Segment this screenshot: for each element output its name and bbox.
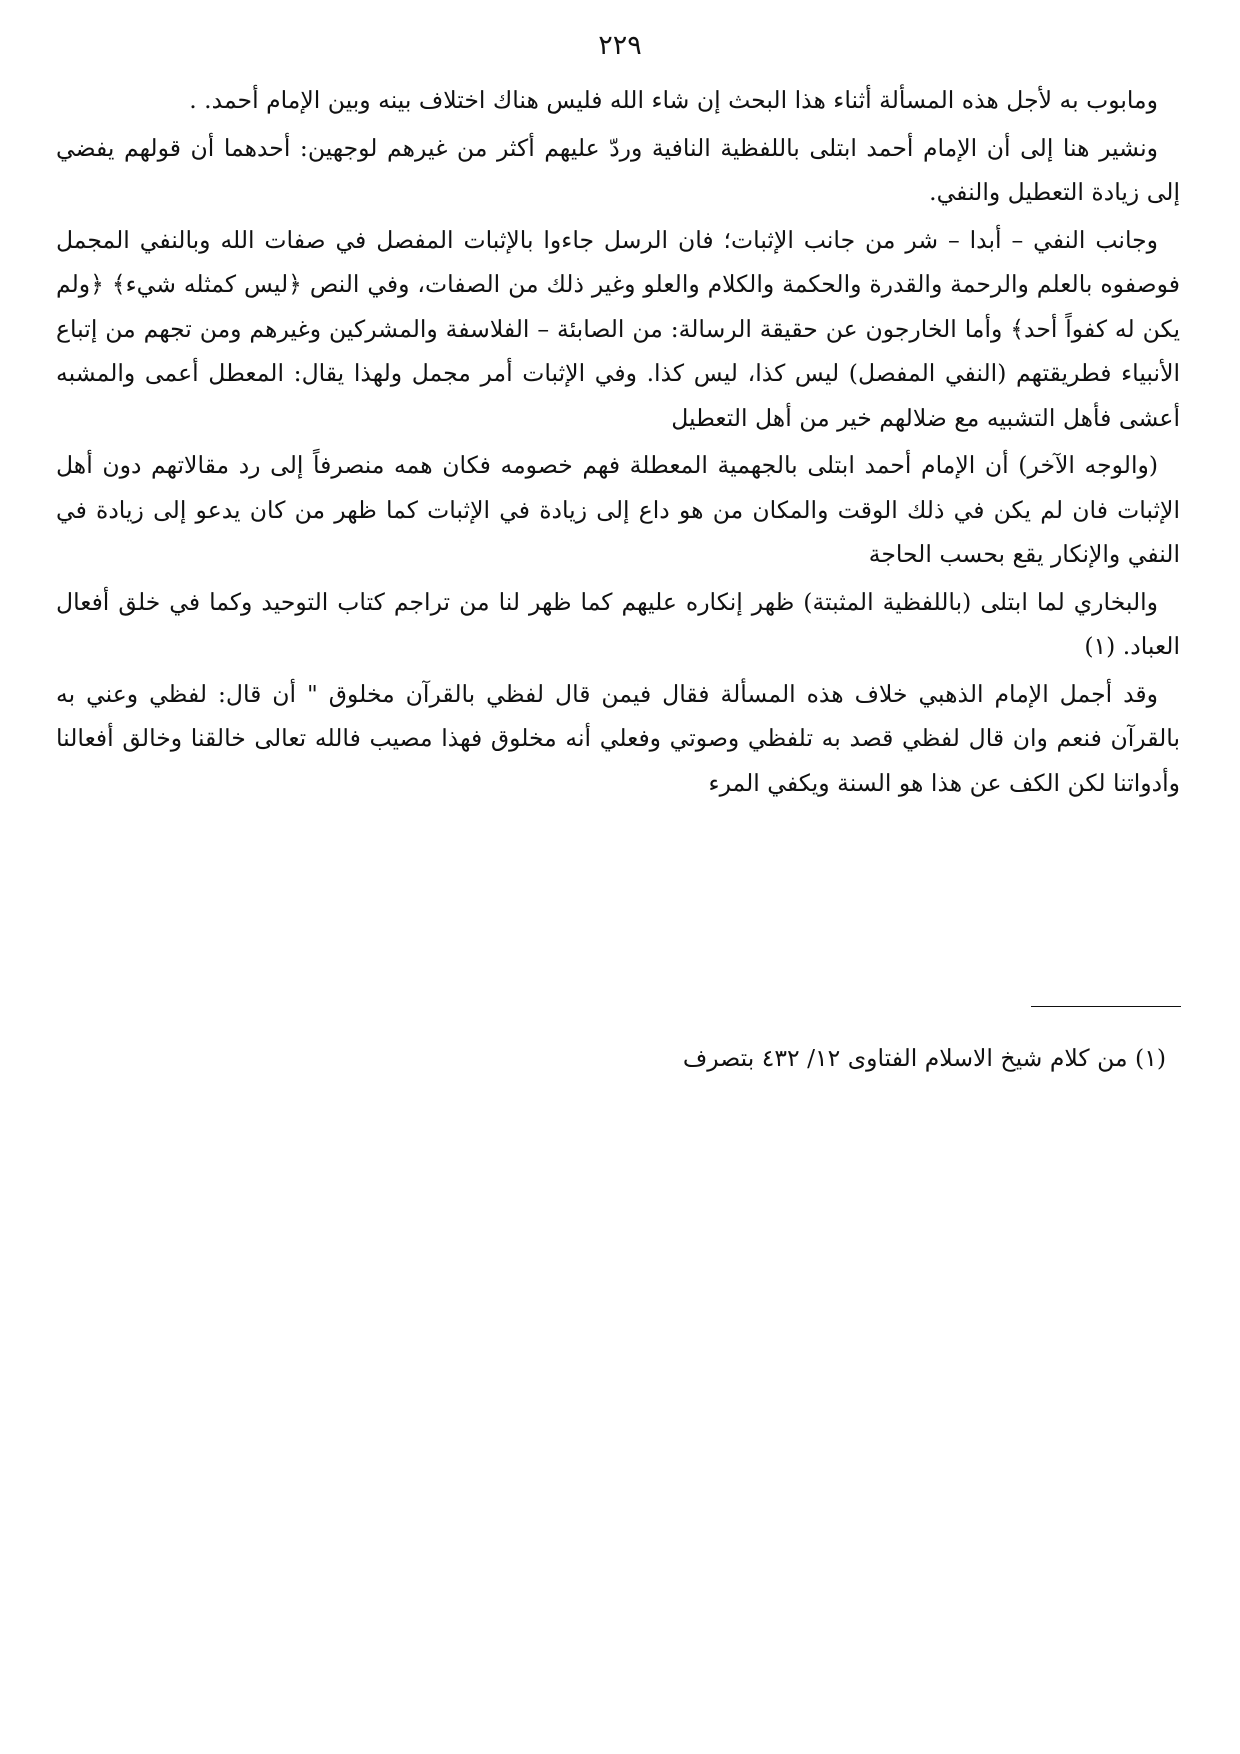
paragraph-6: وقد أجمل الإمام الذهبي خلاف هذه المسألة فقال فيمن قال لفظي بالقرآن مخلوق " أن قال: لفظي وعني به بالقرآن فنعم وان قال لفظي قصد به تلفظي وصوتي وفعلي أنه مخلوق فهذا مصيب فالله تعالى خالقنا وخالق أفعالنا وأدواتنا لكن الكف عن هذا هو السنة ويكفي المرء [56, 679, 1180, 797]
page-number: ٢٢٩ [598, 30, 642, 61]
paragraph-4: (والوجه الآخر) أن الإمام أحمد ابتلى بالجهمية المعطلة فهم خصومه فكان همه منصرفاً إلى رد مقالاتهم دون أهل الإثبات فان لم يكن في ذلك الوقت والمكان من هو داع إلى زيادة في الإثبات كما ظهر من كان يدعو إلى زيادة في النفي والإنكار يقع بحسب الحاجة [56, 451, 1180, 568]
paragraph-3: وجانب النفي – أبدا – شر من جانب الإثبات؛ فان الرسل جاءوا بالإثبات المفصل في صفات الله وبالنفي المجمل فوصفوه بالعلم والرحمة والقدرة والحكمة والكلام والعلو وغير ذلك من الصفات، وفي النص ﴿ليس كمثله شيء﴾ ﴿ولم يكن له كفواً أحد﴾ وأما الخارجون عن حقيقة الرسالة: من الصابئة – الفلاسفة والمشركين وغيرهم ومن تجهم من إتباع الأنبياء فطريقتهم (النفي المفصل) ليس كذا، ليس كذا. وفي الإثبات أمر مجمل ولهذا يقال: المعطل أعمى والمشبه أعشى فأهل التشبيه مع ضلالهم خير من أهل التعطيل [56, 225, 1180, 432]
paragraph-1: ومابوب به لأجل هذه المسألة أثناء هذا البحث إن شاء الله فليس هناك اختلاف بينه وبين الإمام أحمد. . [189, 86, 1158, 114]
paragraph-2: ونشير هنا إلى أن الإمام أحمد ابتلى باللفظية النافية وردّ عليهم أكثر من غيرهم لوجهين: أحدهما أن قولهم يفضي إلى زيادة التعطيل والنفي. [56, 133, 1180, 206]
body-text [56, 78, 1180, 808]
footnote: (١) من كلام شيخ الاسلام الفتاوى ١٢/ ٤٣٢ بتصرف [682, 1044, 1166, 1072]
paragraph-5: والبخاري لما ابتلى (باللفظية المثبتة) ظهر إنكاره عليهم كما ظهر لنا من تراجم كتاب التوحيد وكما في خلق أفعال العباد. (١) [56, 587, 1180, 660]
footnote-separator [1031, 1006, 1181, 1007]
